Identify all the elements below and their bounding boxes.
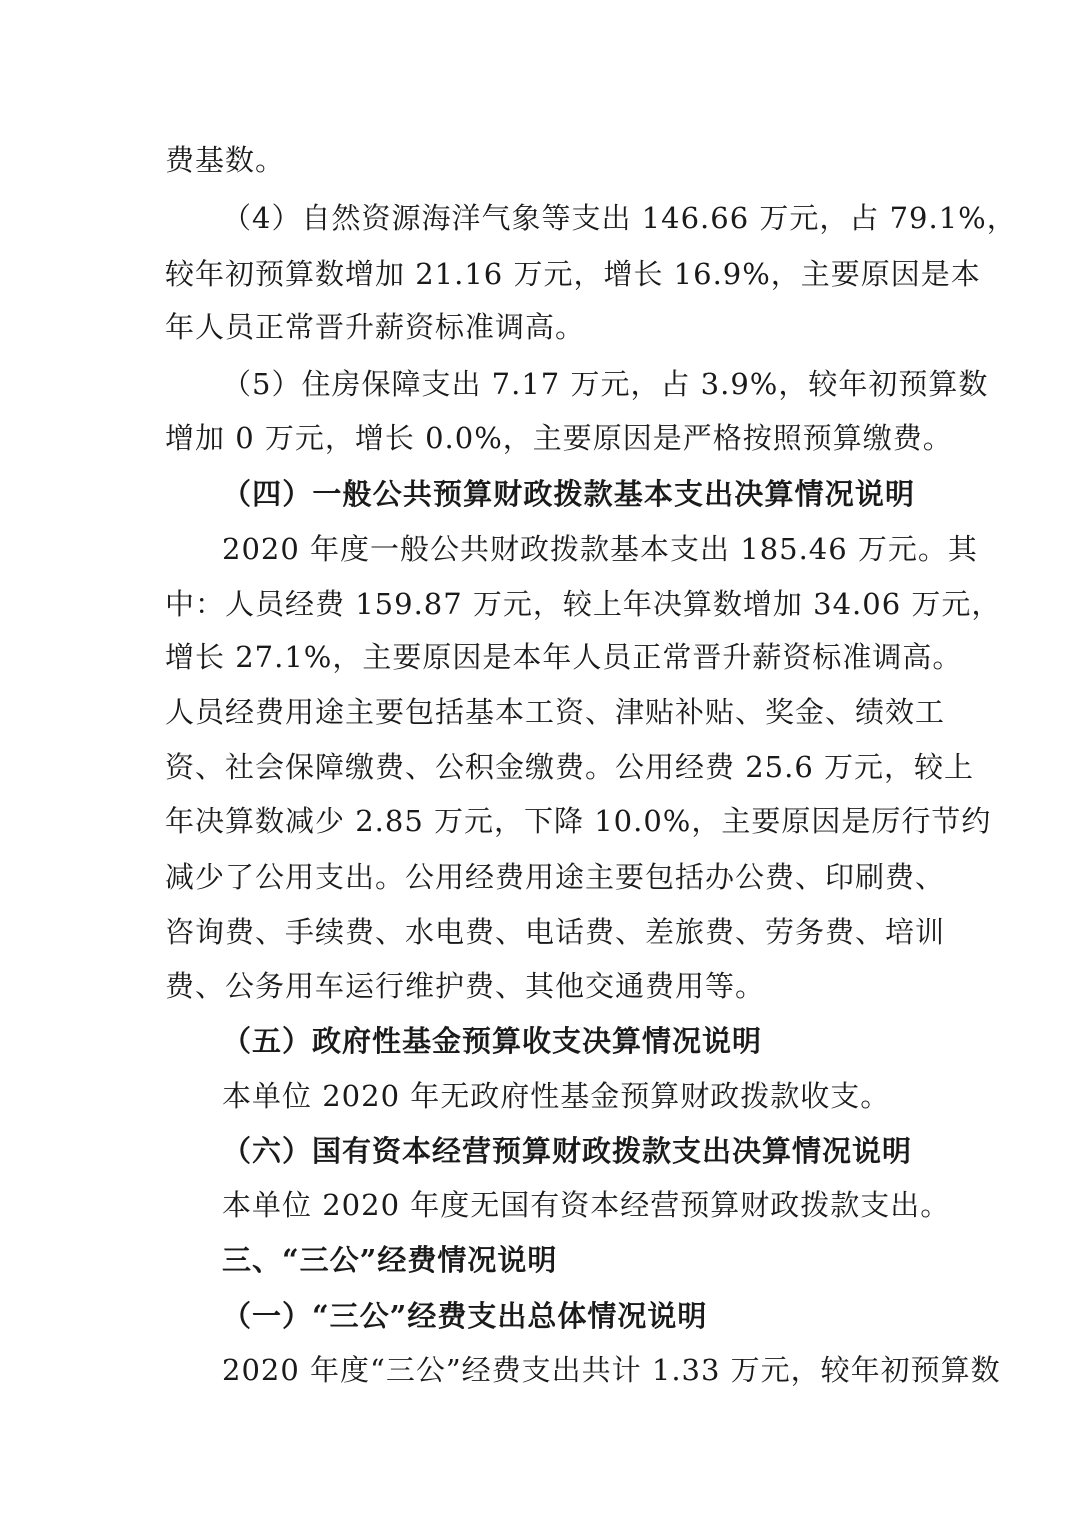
text-line: 增加 0 万元，增长 0.0%，主要原因是严格按照预算缴费。: [165, 421, 953, 455]
text-line: （4）自然资源海洋气象等支出 146.66 万元，占 79.1%，: [222, 201, 1017, 235]
section-heading: （六）国有资本经营预算财政拨款支出决算情况说明: [222, 1134, 913, 1168]
text-line: 增长 27.1%，主要原因是本年人员正常晋升薪资标准调高。: [165, 640, 963, 674]
text-line: 年决算数减少 2.85 万元，下降 10.0%，主要原因是厉行节约: [165, 804, 992, 838]
text-line: 年人员正常晋升薪资标准调高。: [165, 310, 586, 344]
section-heading: （一）“三公”经费支出总体情况说明: [222, 1299, 708, 1333]
text-line: 减少了公用支出。公用经费用途主要包括办公费、印刷费、: [165, 860, 946, 894]
text-line: 2020 年度一般公共财政拨款基本支出 185.46 万元。其: [222, 532, 978, 566]
text-line: 本单位 2020 年度无国有资本经营预算财政拨款支出。: [222, 1188, 951, 1222]
text-line: 2020 年度“三公”经费支出共计 1.33 万元，较年初预算数: [222, 1353, 1001, 1387]
section-heading: （五）政府性基金预算收支决算情况说明: [222, 1024, 763, 1058]
text-line: 较年初预算数增加 21.16 万元，增长 16.9%，主要原因是本: [165, 257, 981, 291]
section-heading: （四）一般公共预算财政拨款基本支出决算情况说明: [222, 477, 915, 511]
text-line: 咨询费、手续费、水电费、电话费、差旅费、劳务费、培训: [165, 915, 946, 949]
text-line: （5）住房保障支出 7.17 万元，占 3.9%，较年初预算数: [222, 367, 989, 401]
text-line: 资、社会保障缴费、公积金缴费。公用经费 25.6 万元，较上: [165, 750, 975, 784]
text-line: 费、公务用车运行维护费、其他交通费用等。: [165, 969, 766, 1003]
text-line: 本单位 2020 年无政府性基金预算财政拨款收支。: [222, 1079, 891, 1113]
text-line: 中：人员经费 159.87 万元，较上年决算数增加 34.06 万元，: [165, 587, 1002, 621]
text-line: 人员经费用途主要包括基本工资、津贴补贴、奖金、绩效工: [165, 695, 946, 729]
text-line: 费基数。: [165, 143, 286, 177]
chapter-heading: 三、“三公”经费情况说明: [222, 1243, 558, 1277]
